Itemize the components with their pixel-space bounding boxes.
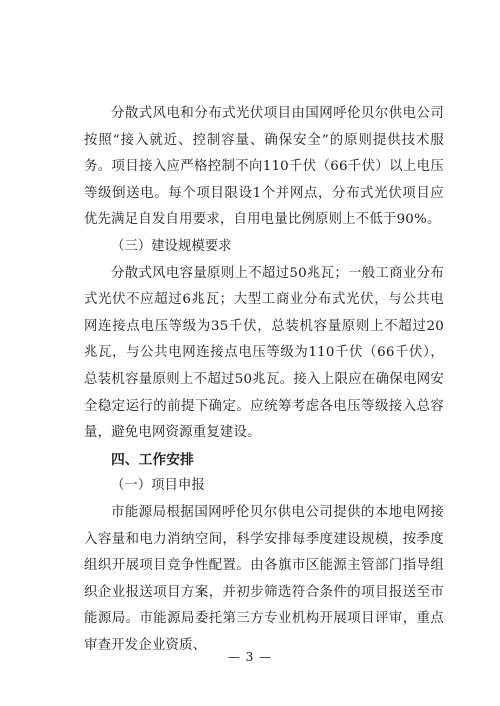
section-heading-work-arrangement: 四、工作安排 [111,451,194,468]
page-number: — 3 — [227,650,273,664]
subheading-project-application: （一）项目申报 [111,478,205,494]
page-body [84,101,444,659]
subheading-construction-scale: （三）建设规模要求 [111,238,232,254]
paragraph-application-process: 市能源局根据国网呼伦贝尔供电公司提供的本地电网接入容量和电力消纳空间，科学安排每季度建设规模，按季度组织开展项目竞争性配置。由各旗市区能源主管部门指导组织企业报送项目方案，并初步筛选符合条件的项目报送至市能源局。市能源局委托第三方专业机构开展项目评审，重点审查开发企业资质、 [84,504,444,653]
paragraph-technical-service: 分散式风电和分布式光伏项目由国网呼伦贝尔供电公司按照“接入就近、控制容量、确保安全”的原则提供技术服务。项目接入应严格控制不向110千伏（66千伏）以上电压等级倒送电。每个项目限设1个并网点，分布式光伏项目应优先满足自发自用要求，自用电量比例原则上不低于90%。 [84,106,444,228]
paragraph-capacity-limits: 分散式风电容量原则上不超过50兆瓦；一般工商业分布式光伏不应超过6兆瓦；大型工商业分布式光伏，与公共电网连接点电压等级为35千伏，总装机容量原则上不超过20兆瓦，与公共电网连接点电压等级为110千伏（66千伏），总装机容量原则上不超过50兆瓦。接入上限应在确保电网安全稳定运行的前提下确定。应统筹考虑各电压等级接入总容量，避免电网资源重复建设。 [84,265,444,441]
